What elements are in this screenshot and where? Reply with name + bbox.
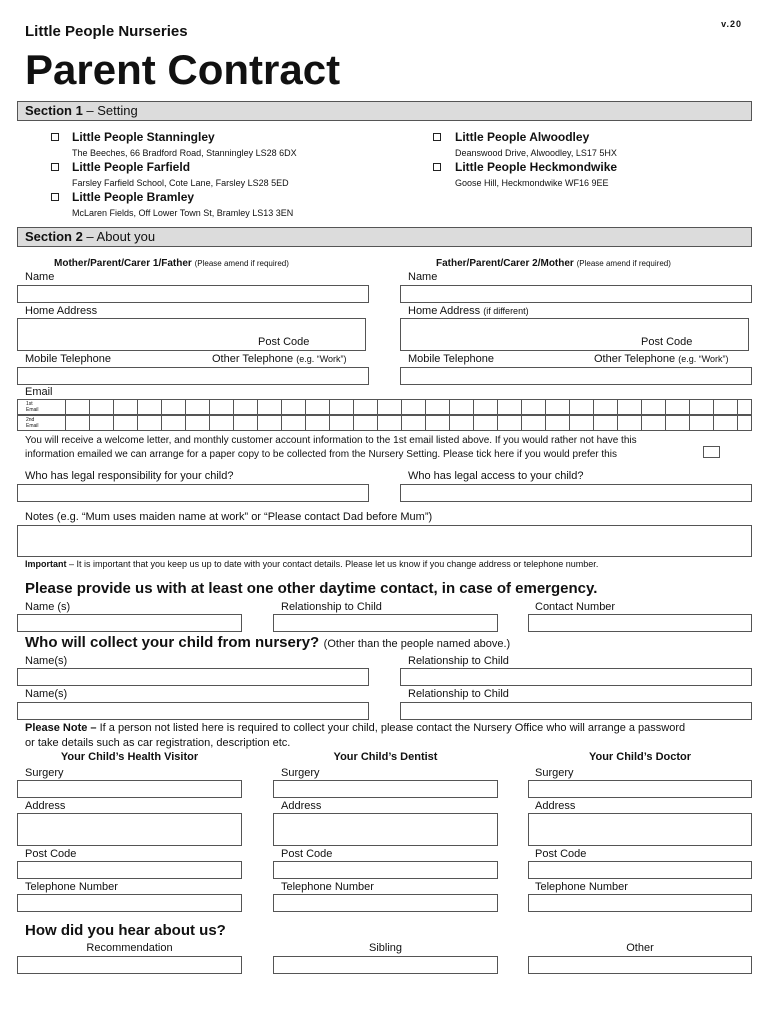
email2-char-divider xyxy=(473,416,474,430)
email1-sup: 1st xyxy=(26,401,33,407)
email1-char-divider xyxy=(617,400,618,414)
section1-label: Section 1 xyxy=(25,103,83,118)
doctor-postcode-field[interactable] xyxy=(528,861,752,879)
dentist-surgery-label: Surgery xyxy=(281,767,320,779)
doctor-postcode-label: Post Code xyxy=(535,848,587,860)
email1-char-divider xyxy=(569,400,570,414)
welcome-line-2: information emailed we can arrange for a paper copy to be collected from the Nursery Setting. Please tick here if you would prefer this xyxy=(25,449,617,460)
parent2-if-different: (if different) xyxy=(483,306,529,316)
collect1-names-field[interactable] xyxy=(17,668,369,686)
collect-note-line-1 xyxy=(25,722,685,734)
hear-option-sibling: Sibling xyxy=(368,942,403,954)
parent1-mobile-label: Mobile Telephone xyxy=(25,353,112,365)
email2-char-divider xyxy=(545,416,546,430)
email1-char-divider xyxy=(89,400,90,414)
email1-char-divider xyxy=(377,400,378,414)
section2-bar xyxy=(17,227,752,247)
dentist-telephone-label: Telephone Number xyxy=(281,881,374,893)
doctor-surgery-field[interactable] xyxy=(528,780,752,798)
nursery-address-alwoodley: Deanswood Drive, Alwoodley, LS17 5HX xyxy=(455,148,617,158)
section2-label-rest: – About you xyxy=(82,229,156,244)
collect-heading xyxy=(25,634,510,652)
doctor-address-field[interactable] xyxy=(528,813,752,846)
important-bold: Important xyxy=(25,559,67,569)
emergency-relationship-field[interactable] xyxy=(273,614,498,632)
parent1-title xyxy=(54,258,289,269)
parent1-name-label: Name xyxy=(25,271,55,283)
health-visitor-title: Your Child’s Health Visitor xyxy=(60,751,199,763)
email-label: Email xyxy=(25,386,53,398)
parent2-name-label: Name xyxy=(408,271,438,283)
collect2-relationship-label: Relationship to Child xyxy=(408,688,509,700)
email1-grid[interactable] xyxy=(17,399,752,415)
email1-char-divider xyxy=(473,400,474,414)
legal-responsibility-label: Who has legal responsibility for your child? xyxy=(25,470,234,482)
collect-heading-note: (Other than the people named above.) xyxy=(323,638,511,650)
parent2-phone-field[interactable] xyxy=(400,367,752,385)
parent1-amend-note: (Please amend if required) xyxy=(194,259,289,268)
checkbox-alwoodley[interactable] xyxy=(433,133,441,141)
version-label: v.20 xyxy=(721,19,742,29)
email2-label: Email xyxy=(26,423,39,429)
parent2-title-text: Father/Parent/Carer 2/Mother xyxy=(436,258,574,269)
nursery-address-farfield: Farsley Farfield School, Cote Lane, Farsley LS28 5ED xyxy=(72,178,289,188)
parent2-name-field[interactable] xyxy=(400,285,752,303)
email1-char-divider xyxy=(185,400,186,414)
checkbox-stanningley[interactable] xyxy=(51,133,59,141)
nursery-address-stanningley: The Beeches, 66 Bradford Road, Stanningley LS28 6DX xyxy=(72,148,297,158)
legal-access-field[interactable] xyxy=(400,484,752,502)
parent1-title-text: Mother/Parent/Carer 1/Father xyxy=(54,258,192,269)
email1-char-divider xyxy=(233,400,234,414)
important-note xyxy=(25,559,598,569)
nursery-address-bramley: McLaren Fields, Off Lower Town St, Bramley LS13 3EN xyxy=(72,208,294,218)
email2-char-divider xyxy=(449,416,450,430)
doctor-surgery-label: Surgery xyxy=(535,767,574,779)
nursery-name-heckmondwike: Little People Heckmondwike xyxy=(455,160,618,174)
parent2-address-field[interactable] xyxy=(400,318,749,351)
legal-access-label: Who has legal access to your child? xyxy=(408,470,584,482)
dentist-surgery-field[interactable] xyxy=(273,780,498,798)
welcome-line-1: You will receive a welcome letter, and monthly customer account information to the 1st email listed above. If you would rather not have this xyxy=(25,435,637,446)
email2-char-divider xyxy=(233,416,234,430)
email1-char-divider xyxy=(281,400,282,414)
email1-char-divider xyxy=(401,400,402,414)
parent1-other-tel-eg: (e.g. “Work”) xyxy=(296,354,347,364)
email1-char-divider xyxy=(65,400,66,414)
email2-char-divider xyxy=(329,416,330,430)
email2-char-divider xyxy=(497,416,498,430)
section1-label-rest: – Setting xyxy=(82,103,138,118)
parent2-postcode-label: Post Code xyxy=(641,336,693,348)
parent1-other-tel-text: Other Telephone xyxy=(212,353,294,365)
section1-bar xyxy=(17,101,752,121)
hear-heading: How did you hear about us? xyxy=(25,922,226,939)
parent1-phone-field[interactable] xyxy=(17,367,369,385)
email2-row-label xyxy=(26,417,39,429)
email2-char-divider xyxy=(569,416,570,430)
email2-char-divider xyxy=(401,416,402,430)
dentist-telephone-field[interactable] xyxy=(273,894,498,912)
email1-char-divider xyxy=(689,400,690,414)
notes-label: Notes (e.g. “Mum uses maiden name at work” or “Please contact Dad before Mum”) xyxy=(25,511,433,523)
email1-char-divider xyxy=(737,400,738,414)
collect1-relationship-label: Relationship to Child xyxy=(408,655,509,667)
dentist-postcode-label: Post Code xyxy=(281,848,333,860)
emergency-contact-field[interactable] xyxy=(528,614,752,632)
company-name: Little People Nurseries xyxy=(25,23,188,40)
email1-char-divider xyxy=(425,400,426,414)
email1-char-divider xyxy=(713,400,714,414)
collect1-relationship-field[interactable] xyxy=(400,668,752,686)
page-title: Parent Contract xyxy=(25,46,341,93)
email1-char-divider xyxy=(257,400,258,414)
email2-char-divider xyxy=(641,416,642,430)
email2-char-divider xyxy=(617,416,618,430)
parent2-address-label-text: Home Address xyxy=(408,305,481,317)
checkbox-heckmondwike[interactable] xyxy=(433,163,441,171)
nursery-name-farfield: Little People Farfield xyxy=(72,160,191,174)
email2-char-divider xyxy=(521,416,522,430)
emergency-name-label: Name (s) xyxy=(25,601,71,613)
parent2-other-tel-eg: (e.g. “Work”) xyxy=(678,354,729,364)
email2-char-divider xyxy=(89,416,90,430)
email2-grid[interactable] xyxy=(17,415,752,431)
email2-char-divider xyxy=(209,416,210,430)
parent1-postcode-label: Post Code xyxy=(258,336,310,348)
parent2-other-tel-text: Other Telephone xyxy=(594,353,676,365)
parent2-address-label xyxy=(408,305,529,317)
email2-char-divider xyxy=(281,416,282,430)
nursery-name-stanningley: Little People Stanningley xyxy=(72,130,215,144)
doctor-telephone-field[interactable] xyxy=(528,894,752,912)
hv-address-label: Address xyxy=(25,800,66,812)
collect-note-line-2: or take details such as car registration, description etc. xyxy=(25,737,291,749)
email1-char-divider xyxy=(113,400,114,414)
email2-char-divider xyxy=(113,416,114,430)
email1-char-divider xyxy=(545,400,546,414)
hear-sibling-field[interactable] xyxy=(273,956,498,974)
email1-char-divider xyxy=(137,400,138,414)
email2-char-divider xyxy=(353,416,354,430)
nursery-name-bramley: Little People Bramley xyxy=(72,190,195,204)
emergency-relationship-label: Relationship to Child xyxy=(281,601,382,613)
emergency-heading: Please provide us with at least one other daytime contact, in case of emergency. xyxy=(25,580,598,597)
checkbox-farfield[interactable] xyxy=(51,163,59,171)
paper-copy-checkbox[interactable] xyxy=(703,446,720,458)
email1-char-divider xyxy=(161,400,162,414)
parent2-mobile-label: Mobile Telephone xyxy=(408,353,495,365)
email1-row-label xyxy=(26,401,39,413)
nursery-address-heckmondwike: Goose Hill, Heckmondwike WF16 9EE xyxy=(455,178,609,188)
email2-char-divider xyxy=(305,416,306,430)
nursery-name-alwoodley: Little People Alwoodley xyxy=(455,130,590,144)
emergency-name-field[interactable] xyxy=(17,614,242,632)
collect-note-rest: If a person not listed here is required to collect your child, please contact the Nursery Office who will arrange a password xyxy=(96,722,686,734)
hear-option-recommendation: Recommendation xyxy=(86,942,173,954)
parent2-title xyxy=(436,258,671,269)
parent1-other-tel-label xyxy=(212,353,347,365)
email2-char-divider xyxy=(737,416,738,430)
collect-heading-text: Who will collect your child from nursery? xyxy=(25,634,320,651)
hear-option-other: Other xyxy=(626,942,654,954)
dentist-address-label: Address xyxy=(281,800,322,812)
email1-char-divider xyxy=(449,400,450,414)
email2-char-divider xyxy=(689,416,690,430)
hv-address-field[interactable] xyxy=(17,813,242,846)
doctor-telephone-label: Telephone Number xyxy=(535,881,628,893)
hv-surgery-label: Surgery xyxy=(25,767,64,779)
notes-field[interactable] xyxy=(17,525,752,557)
email2-char-divider xyxy=(425,416,426,430)
parent2-other-tel-label xyxy=(594,353,729,365)
email2-char-divider xyxy=(377,416,378,430)
dentist-address-field[interactable] xyxy=(273,813,498,846)
email1-char-divider xyxy=(521,400,522,414)
hv-postcode-label: Post Code xyxy=(25,848,77,860)
collect1-names-label: Name(s) xyxy=(25,655,68,667)
hv-telephone-field[interactable] xyxy=(17,894,242,912)
hear-other-field[interactable] xyxy=(528,956,752,974)
parent1-name-field[interactable] xyxy=(17,285,369,303)
email1-char-divider xyxy=(593,400,594,414)
hv-postcode-field[interactable] xyxy=(17,861,242,879)
dentist-title: Your Child’s Dentist xyxy=(333,751,438,763)
parent1-address-label: Home Address xyxy=(25,305,98,317)
email2-char-divider xyxy=(65,416,66,430)
hv-telephone-label: Telephone Number xyxy=(25,881,118,893)
collect-note-bold: Please Note – xyxy=(25,722,97,734)
email1-label: Email xyxy=(26,407,39,413)
email2-char-divider xyxy=(137,416,138,430)
collect2-names-label: Name(s) xyxy=(25,688,68,700)
email2-char-divider xyxy=(713,416,714,430)
doctor-address-label: Address xyxy=(535,800,576,812)
dentist-postcode-field[interactable] xyxy=(273,861,498,879)
collect2-relationship-field[interactable] xyxy=(400,702,752,720)
email2-char-divider xyxy=(185,416,186,430)
email2-char-divider xyxy=(161,416,162,430)
email1-char-divider xyxy=(353,400,354,414)
emergency-contact-label: Contact Number xyxy=(535,601,616,613)
parent1-address-field[interactable] xyxy=(17,318,366,351)
hv-surgery-field[interactable] xyxy=(17,780,242,798)
email1-char-divider xyxy=(209,400,210,414)
email2-char-divider xyxy=(257,416,258,430)
important-rest: – It is important that you keep us up to date with your contact details. Please let us know if you change address or telephone number. xyxy=(66,559,599,569)
doctor-title: Your Child’s Doctor xyxy=(588,751,692,763)
email2-sup: 2nd xyxy=(26,417,35,423)
email1-char-divider xyxy=(329,400,330,414)
email1-char-divider xyxy=(497,400,498,414)
email1-char-divider xyxy=(665,400,666,414)
email1-char-divider xyxy=(305,400,306,414)
hear-recommendation-field[interactable] xyxy=(17,956,242,974)
checkbox-bramley[interactable] xyxy=(51,193,59,201)
legal-responsibility-field[interactable] xyxy=(17,484,369,502)
collect2-names-field[interactable] xyxy=(17,702,369,720)
email1-char-divider xyxy=(641,400,642,414)
email2-char-divider xyxy=(665,416,666,430)
email2-char-divider xyxy=(593,416,594,430)
parent2-amend-note: (Please amend if required) xyxy=(576,259,671,268)
section2-label: Section 2 xyxy=(25,229,83,244)
